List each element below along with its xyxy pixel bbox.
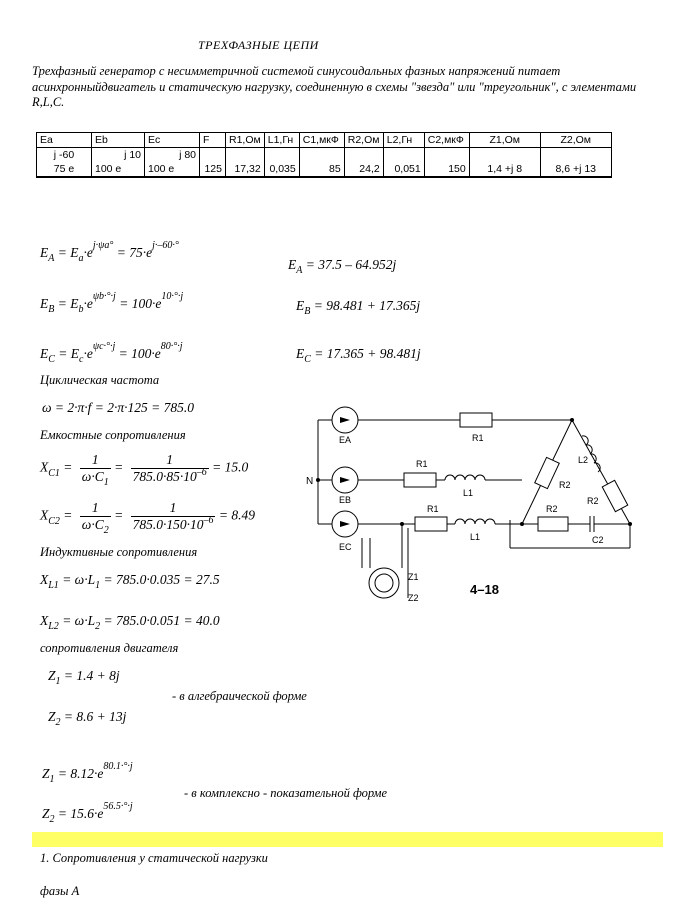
cell-z2: 8,6 +j 13 <box>540 162 611 177</box>
note-exponential: - в комплексно - показательной форме <box>184 786 388 800</box>
equation-eb: $E_B = E_b\cdot e^{\psi b\cdot^\circ\cdot j} = 100\cdot e^{10\cdot^\circ\cdot j}$ <box>40 291 184 315</box>
cell-ea-phase: j -60 <box>37 148 92 163</box>
cell-r1: 17,32 <box>226 162 265 177</box>
header-l1: L1,Гн <box>264 133 299 148</box>
resistor-r2-bottom <box>538 517 568 531</box>
header-r2: R2,Ом <box>344 133 383 148</box>
result-ea: $E_A = 37.5 - 64.952j$ <box>288 257 397 276</box>
label-n: N <box>306 476 314 487</box>
equation-ec: $E_C = E_c\cdot e^{\psi c\cdot^\circ\cdot j} = 100\cdot e^{80\cdot^\circ\cdot j}$ <box>40 341 183 365</box>
label-r2-left: R2 <box>559 480 571 490</box>
header-l2: L2,Гн <box>383 133 424 148</box>
equation-z2-alg: $Z_2 = 8.6 + 13j$ <box>48 709 127 728</box>
equation-z1-exp: $Z_1 = 8.12\cdot e^{80.1\cdot^\circ\cdot j}$ <box>42 761 133 785</box>
result-ec: $E_C = 17.365 + 98.481j$ <box>296 346 421 365</box>
table-row <box>37 148 612 163</box>
cell-ea: 75 e <box>37 162 92 177</box>
equation-z1-alg: $Z_1 = 1.4 + 8j$ <box>48 668 120 687</box>
table-row <box>37 162 612 177</box>
equation-xl1: $X_{L1} = \omega\cdot L_1 = 785.0\cdot 0.035 = 27.5$ <box>40 572 220 591</box>
cell-ec: 100 e <box>145 162 200 177</box>
cell-ec-phase: j 80 <box>145 148 200 163</box>
motor <box>369 568 399 598</box>
label-r1-top: R1 <box>472 433 484 443</box>
header-z1: Z1,Ом <box>469 133 540 148</box>
label-cyclic-frequency: Циклическая частота <box>40 373 160 387</box>
label-inductive: Индуктивные сопротивления <box>40 545 198 559</box>
resistor-r2-right <box>602 480 628 511</box>
page-title: ТРЕХФАЗНЫЕ ЦЕПИ <box>198 38 319 52</box>
variant-label: 4–18 <box>470 582 499 597</box>
section-heading: 1. Сопротивления у статической нагрузки <box>40 851 268 865</box>
resistor-r2-left <box>535 457 560 488</box>
resistor-r1-mid <box>404 473 436 487</box>
cell-l1: 0,035 <box>264 162 299 177</box>
result-eb: $E_B = 98.481 + 17.365j$ <box>296 298 421 317</box>
table-header-row <box>37 133 612 148</box>
equation-xc2: $X_{C2}$ = $\frac{1}{\omega\cdot C_2}$ = $\frac{1}{785.0\cdot 150\cdot 10^{-6}}$ = 8.49 <box>40 500 255 536</box>
label-eb: EB <box>339 495 352 505</box>
label-c2: C2 <box>592 535 604 545</box>
circuit-diagram <box>300 398 640 608</box>
label-ec: EC <box>339 542 352 552</box>
label-phase-a: фазы А <box>40 884 80 898</box>
label-r1-mid: R1 <box>416 459 428 469</box>
equation-xl2: $X_{L2} = \omega\cdot L_2 = 785.0\cdot 0.051 = 40.0$ <box>40 613 220 632</box>
header-z2: Z2,Ом <box>540 133 611 148</box>
label-r1-bot: R1 <box>427 504 439 514</box>
header-ea: Ea <box>37 133 92 148</box>
label-l2: L2 <box>578 455 589 465</box>
cell-z1: 1,4 +j 8 <box>469 162 540 177</box>
cell-c1: 85 <box>299 162 344 177</box>
label-capacitive: Емкостные сопротивления <box>40 428 186 442</box>
resistor-r1-top <box>460 413 492 427</box>
highlight-bar <box>32 832 663 847</box>
note-algebraic: - в алгебраической форме <box>172 689 307 703</box>
resistor-r1-bot <box>415 517 447 531</box>
cell-eb-phase: j 10 <box>92 148 145 163</box>
cell-c2: 150 <box>424 162 469 177</box>
cell-eb: 100 e <box>92 162 145 177</box>
header-f: F <box>200 133 226 148</box>
label-l1-bot: L1 <box>470 532 481 542</box>
label-ea: EA <box>339 435 352 445</box>
label-z1: Z1 <box>408 572 419 582</box>
label-z2: Z2 <box>408 593 419 603</box>
problem-statement: Трехфазный генератор с несимметричной системой синусоидальных фазных напряжений питает асинхронныйдвигатель и статическую нагрузку, соединенную в схемы "звезда" или "треугольник", с элементами R,L,C. <box>32 64 637 109</box>
equation-z2-exp: $Z_2 = 15.6\cdot e^{56.5\cdot^\circ\cdot j}$ <box>42 801 133 825</box>
inductor-l1-mid <box>445 475 485 480</box>
label-l1-mid: L1 <box>463 488 474 498</box>
equation-xc1: $X_{C1}$ = $\frac{1}{\omega\cdot C_1}$ = $\frac{1}{785.0\cdot 85\cdot 10^{-6}}$ = 15.0 <box>40 452 249 488</box>
parameters-table <box>36 132 612 178</box>
equation-ea: $E_A = E_a\cdot e^{j\cdot\psi a^\circ} = 75\cdot e^{j\cdot-60\cdot^\circ}$ <box>40 240 179 264</box>
equation-omega: ω = 2·π·f = 2·π·125 = 785.0 <box>42 400 195 415</box>
cell-f: 125 <box>200 162 226 177</box>
label-motor-impedance: сопротивления двигателя <box>40 641 179 655</box>
header-c1: C1,мкФ <box>299 133 344 148</box>
header-r1: R1,Ом <box>226 133 265 148</box>
cell-r2: 24,2 <box>344 162 383 177</box>
label-r2-bottom: R2 <box>546 504 558 514</box>
inductor-l1-bot <box>455 519 495 524</box>
cell-l2: 0,051 <box>383 162 424 177</box>
header-eb: Eb <box>92 133 145 148</box>
header-c2: C2,мкФ <box>424 133 469 148</box>
label-r2-right: R2 <box>587 496 599 506</box>
header-ec: Ec <box>145 133 200 148</box>
